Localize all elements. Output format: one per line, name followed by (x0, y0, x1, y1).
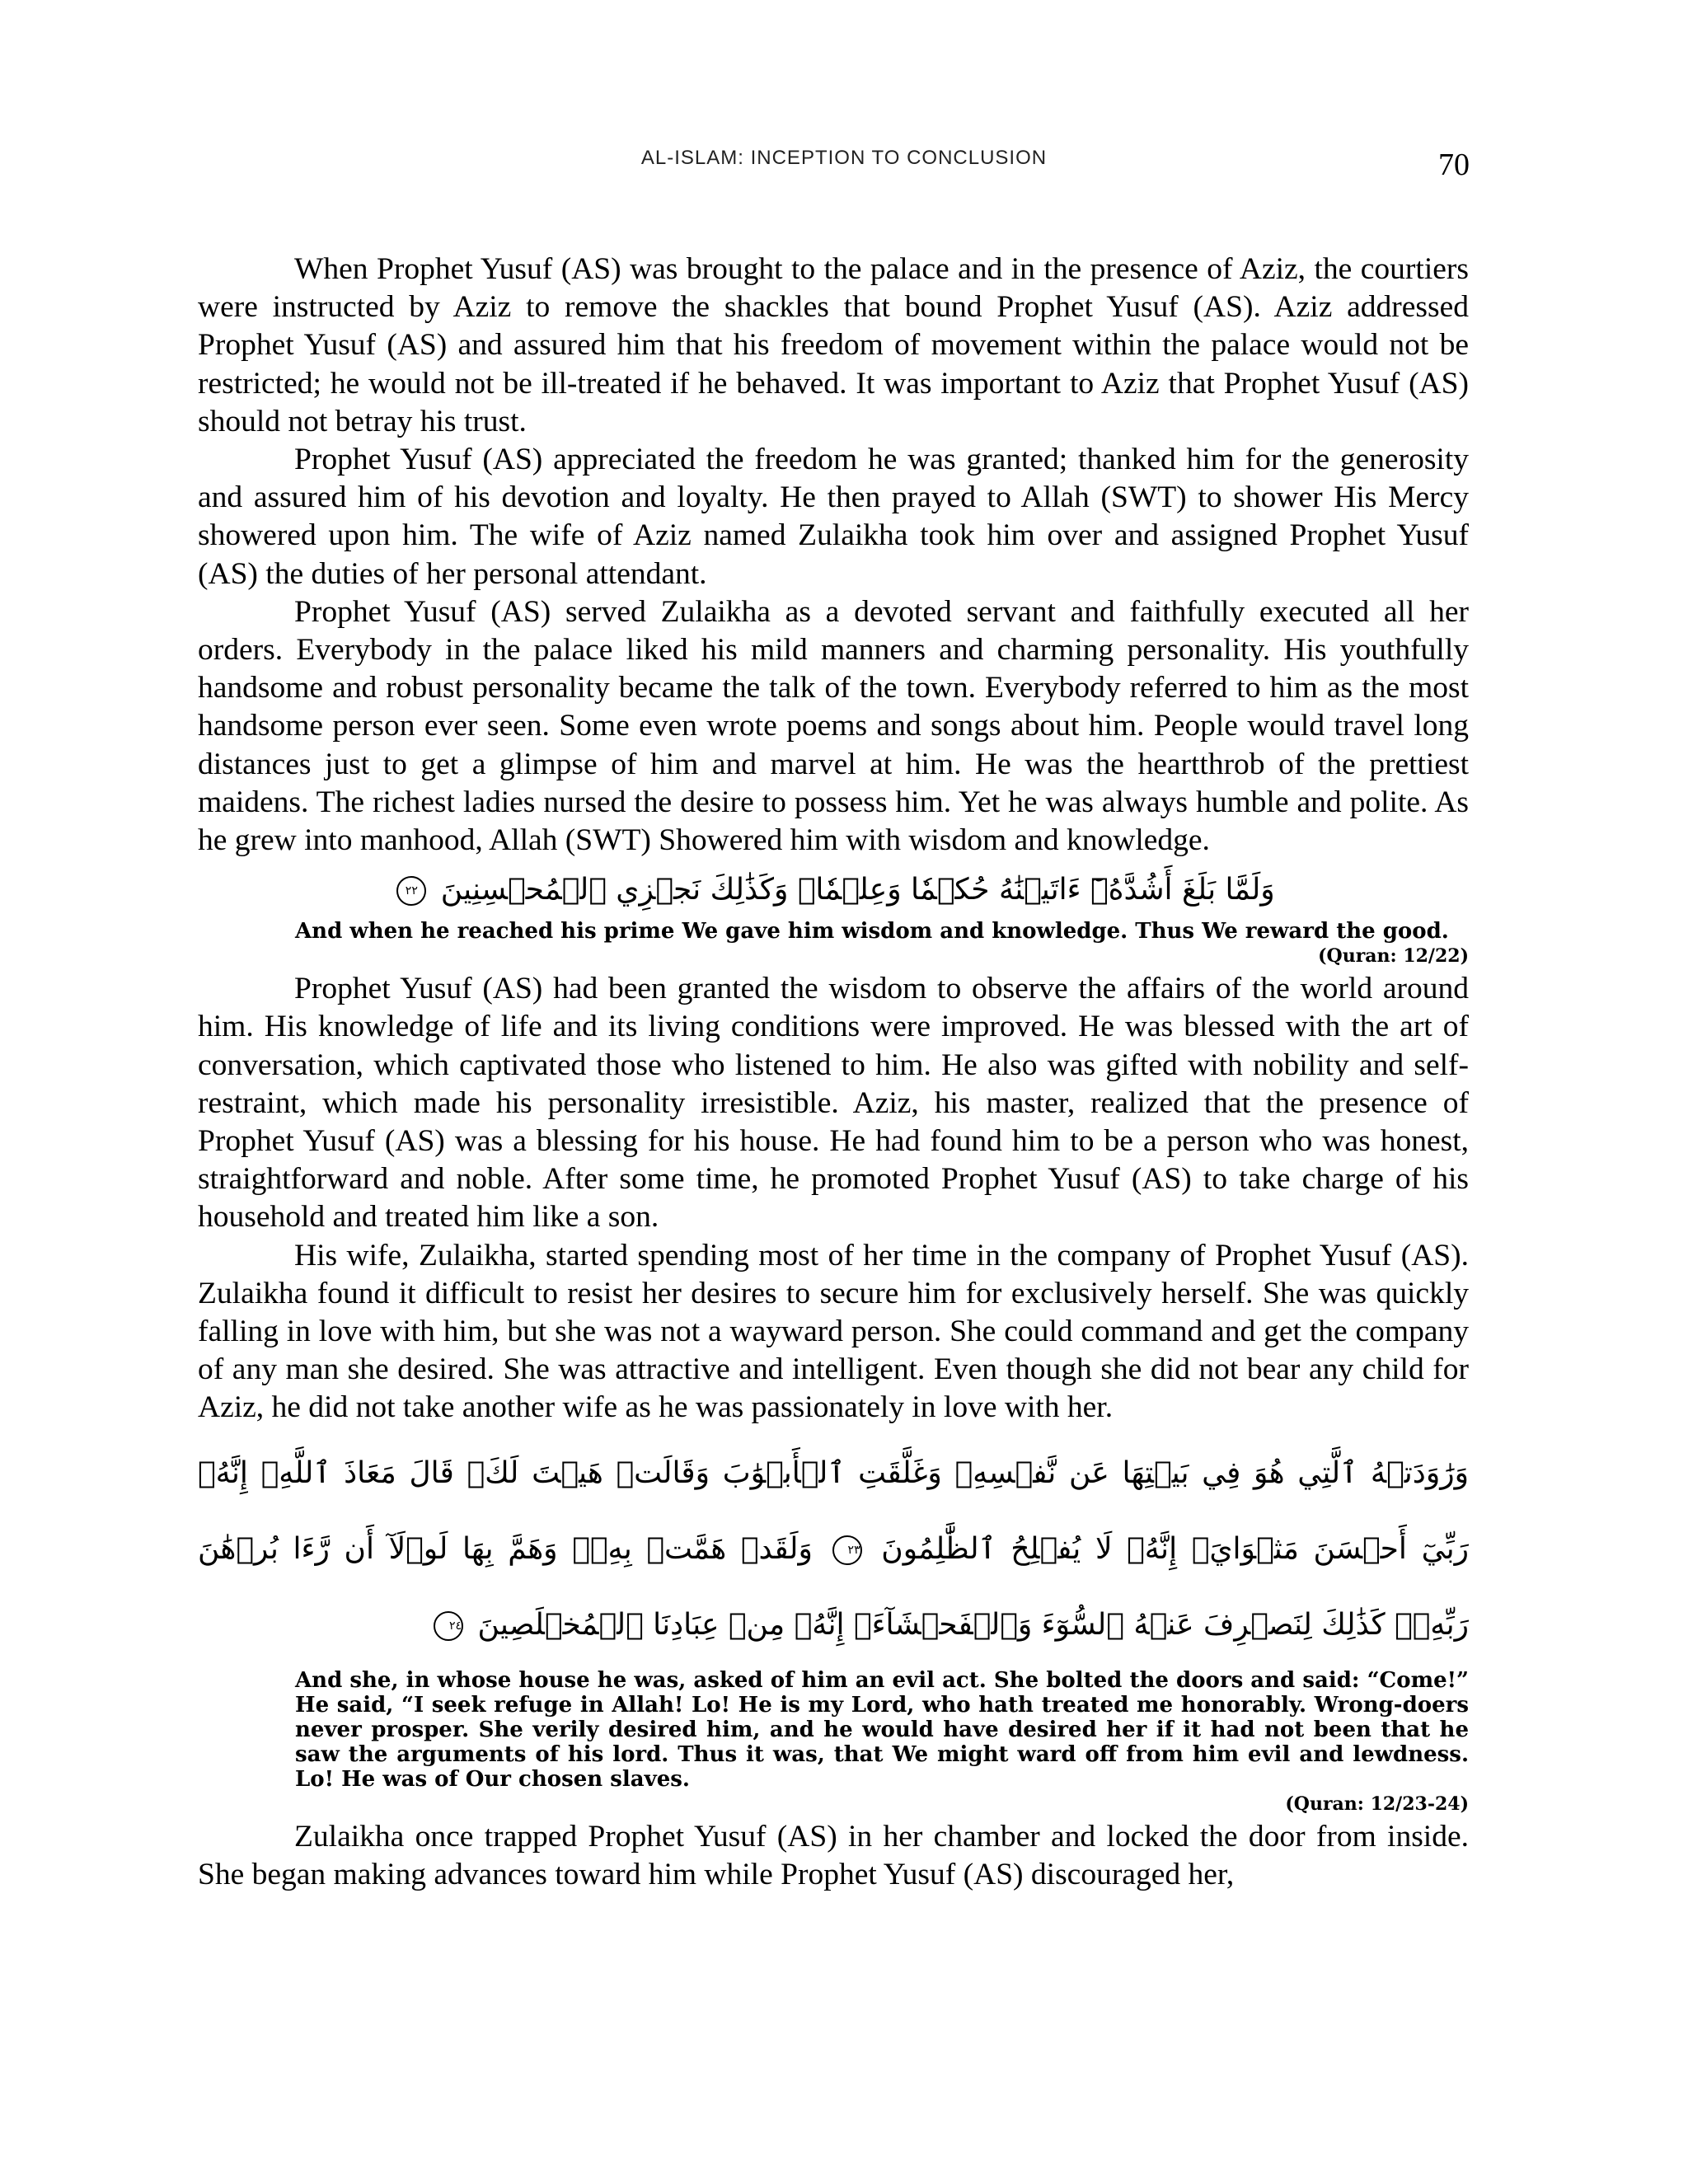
verse-translation: And when he reached his prime We gave him wisdom and knowledge. Thus We reward the good. (295, 919, 1449, 944)
paragraph: Zulaikha once trapped Prophet Yusuf (AS) in her chamber and locked the door from inside. She began making advances toward him while Prophet Yusuf (AS) discouraged her, (198, 1819, 1469, 1891)
paragraph: Prophet Yusuf (AS) had been granted the wisdom to observe the affairs of the world around him. His knowledge of life and its living conditions were improved. He was blessed with the art of conversation, which captivated those who listened to him. He also was gifted with nobility and self-restraint, which made his personality irresistible. Aziz, his master, realized that the presence of Prophet Yusuf (AS) was a blessing for his house. He had found him to be a person who was honest, straightforward and noble. After some time, he promoted Prophet Yusuf (AS) to take charge of his household and treated him like a son. (198, 972, 1469, 1235)
ayah-number-mark: ٢٤ (434, 1611, 463, 1641)
quran-verse-arabic (198, 865, 1469, 916)
verse-translation: And she, in whose house he was, asked of him an evil act. She bolted the doors and said: “Come!” He said, “I seek refuge in Allah! Lo! He is my Lord, who hath treated me honorably. Wrong-doers never prosper. She verily desired him, and he would have desired her if it had not been that he saw the arguments of his lord. Thus it was, that We might ward off from him evil and lewdness. Lo! He was of Our chosen slaves. (295, 1667, 1469, 1792)
paragraph: Prophet Yusuf (AS) served Zulaikha as a devoted servant and faithfully executed all her orders. Everybody in the palace liked his mild manners and charming personality. His youthfully handsome and robust personality became the talk of the town. Everybody referred to him as the most handsome person ever seen. Some even wrote poems and songs about him. People would travel long distances just to get a glimpse of him and marvel at him. He was the heartthrob of the prettiest maidens. The richest ladies nursed the desire to possess him. Yet he was always humble and polite. As he grew into manhood, Allah (SWT) Showered him with wisdom and knowledge. (198, 594, 1469, 858)
arabic-text: وَلَمَّا بَلَغَ أَشُدَّهُۥٓ ءَاتَيۡنَٰهُ حُكۡمٗا وَعِلۡمٗاۚ وَكَذَٰلِكَ نَجۡزِي ٱلۡمُحۡسِنِينَ (440, 873, 1275, 907)
running-head: AL-ISLAM: INCEPTION TO CONCLUSION (640, 147, 1048, 169)
paragraph: His wife, Zulaikha, started spending most of her time in the company of Prophet Yusuf (AS). Zulaikha found it difficult to resist her desires to secure him for exclusively herself. She was quickly falling in love with him, but she was not a wayward person. She could command and get the company of any man she desired. She was attractive and intelligent. Even though she did not bear any child for Aziz, he did not take another wife as he was passionately in love with her. (198, 1238, 1469, 1425)
verse-reference: (Quran: 12/23-24) (1285, 1793, 1469, 1815)
arabic-text: وَلَقَدۡ هَمَّتۡ بِهِۦۖ وَهَمَّ بِهَا لَوۡلَآ أَن رَّءَا بُرۡهَٰنَ رَبِّهِۦۚ كَذَٰلِكَ لِنَصۡرِفَ عَنۡهُ ٱلسُّوٓءَ وَٱلۡفَحۡشَآءَۚ إِنَّهُۥ مِنۡ عِبَادِنَا ٱلۡمُخۡلَصِينَ (198, 1531, 1469, 1642)
paragraph: Prophet Yusuf (AS) appreciated the freedom he was granted; thanked him for the generosity and assured him of his devotion and loyalty. He then prayed to Allah (SWT) to shower His Mercy showered upon him. The wife of Aziz named Zulaikha took him over and assigned Prophet Yusuf (AS) the duties of her personal attendant. (198, 443, 1469, 591)
quran-verse-arabic (198, 1436, 1469, 1663)
ayah-number-mark: ٢٣ (832, 1535, 862, 1565)
arabic-text: وَرَٰوَدَتۡهُ ٱلَّتِي هُوَ فِي بَيۡتِهَا عَن نَّفۡسِهِۦ وَغَلَّقَتِ ٱلۡأَبۡوَٰبَ وَقَالَتۡ هَيۡتَ لَكَۚ قَالَ مَعَاذَ ٱللَّهِۖ إِنَّهُۥ رَبِّيٓ أَحۡسَنَ مَثۡوَايَۖ إِنَّهُۥ لَا يُفۡلِحُ ٱلظَّٰلِمُونَ (198, 1455, 1469, 1566)
ayah-number-mark: ٢٢ (396, 876, 426, 906)
paragraph: When Prophet Yusuf (AS) was brought to the palace and in the presence of Aziz, the courtiers were instructed by Aziz to remove the shackles that bound Prophet Yusuf (AS). Aziz addressed Prophet Yusuf (AS) and assured him that his freedom of movement within the palace would not be restricted; he would not be ill-treated if he behaved. It was important to Aziz that Prophet Yusuf (AS) should not betray his trust. (198, 252, 1469, 438)
body-text (198, 251, 1469, 1894)
page-number: 70 (1438, 148, 1470, 182)
verse-reference: (Quran: 12/22) (1318, 945, 1469, 968)
